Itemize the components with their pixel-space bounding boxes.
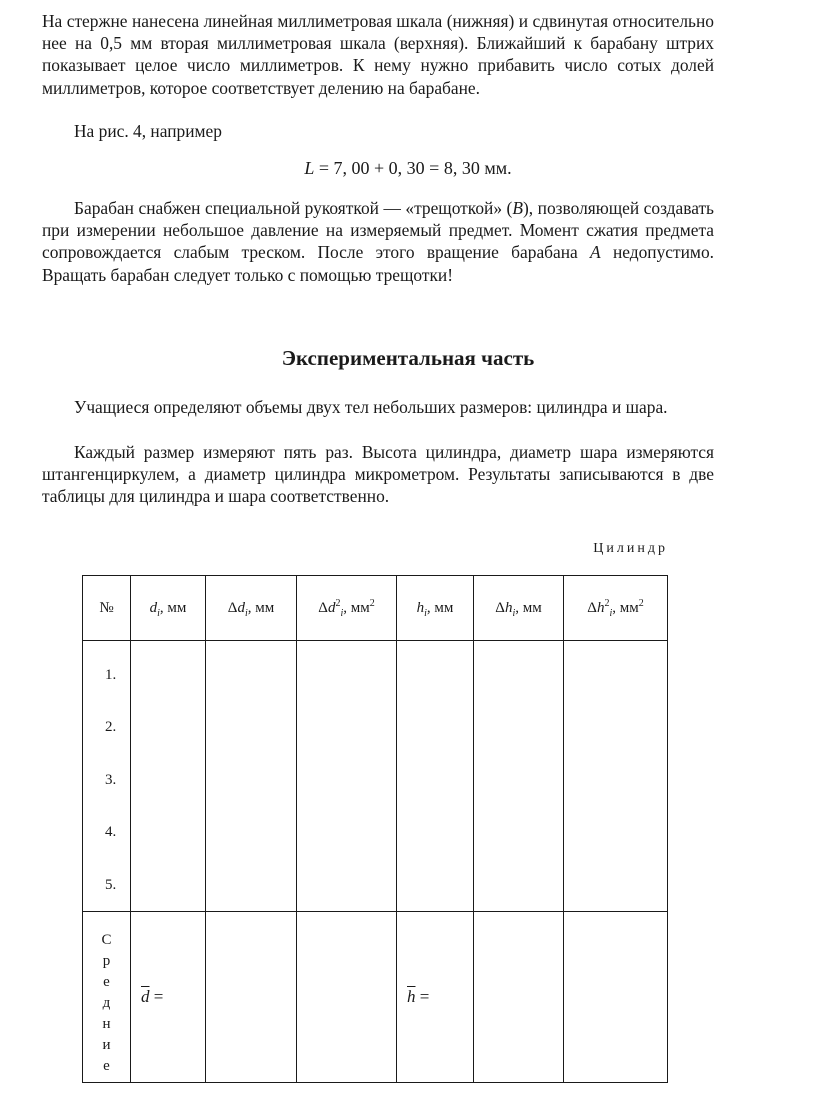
formula-expression: = 7, 00 + 0, 30 = 8, 30 bbox=[314, 158, 480, 178]
var-a: A bbox=[590, 242, 601, 263]
table-average-row bbox=[83, 911, 668, 1082]
average-delta-h-cell bbox=[474, 911, 564, 1082]
table-header-row bbox=[83, 576, 668, 641]
header-delta-h-squared: $\Delta h^2_i$, $мм^2$ bbox=[564, 576, 668, 641]
average-delta-d-squared-cell bbox=[297, 911, 397, 1082]
cell-delta-d-squared-values bbox=[297, 641, 397, 912]
formula-variable: L bbox=[304, 158, 315, 178]
average-d-cell: $\overline{d}$ = bbox=[131, 911, 206, 1082]
var-b: B bbox=[512, 198, 523, 218]
header-delta-d-squared: $\Delta d^2_i$, $мм^2$ bbox=[297, 576, 397, 641]
cell-h-values bbox=[397, 641, 474, 912]
paragraph-micrometer-scale: На стержне нанесена линейная миллиметровая шкала (нижняя) и сдвинутая относительно нее на 0,5 мм вторая миллиметровая шкала (верхняя). Ближайший к барабану штрих показывает целое число миллиметров. К нему нужно прибавить число сотых долей миллиметров, которое соответствует делению на барабане. bbox=[42, 11, 714, 98]
ratchet-text-3: недопустимо. Вращать барабан следует только с помощью трещотки! bbox=[42, 242, 714, 285]
average-label: С р е д н и е bbox=[101, 931, 112, 1074]
average-label-cell bbox=[83, 911, 131, 1082]
formula-unit: мм. bbox=[479, 158, 512, 178]
cell-delta-d-values bbox=[206, 641, 297, 912]
row-number: 5. bbox=[105, 876, 117, 893]
average-h-cell: $\overline{h}$ = bbox=[397, 911, 474, 1082]
row-number: 3. bbox=[105, 771, 117, 788]
average-delta-d-cell bbox=[206, 911, 297, 1082]
cell-delta-h-values bbox=[474, 641, 564, 912]
header-delta-d: $\Delta d_i$, мм bbox=[206, 576, 297, 641]
table-caption: Цилиндр bbox=[593, 541, 668, 556]
ratchet-text-1: Барабан снабжен специальной рукояткой — «трещоткой» ( bbox=[74, 198, 513, 218]
header-d: $d_i$, мм bbox=[131, 576, 206, 641]
ratchet-text-2: ), позволяющей создавать при измерении небольшое давление на измеряемый предмет. Момент сжатия предмета сопровождается слабым треском. После этого вращение барабана bbox=[42, 198, 714, 263]
header-number: № bbox=[83, 576, 131, 641]
cell-d-values bbox=[131, 641, 206, 912]
cell-delta-h-squared-values bbox=[564, 641, 668, 912]
paragraph-example-intro: На рис. 4, например bbox=[74, 121, 222, 141]
row-number: 1. bbox=[105, 667, 117, 683]
paragraph-task: Учащиеся определяют объемы двух тел небольших размеров: цилиндра и шара. bbox=[74, 397, 668, 417]
row-number: 2. bbox=[105, 719, 117, 736]
average-delta-h-squared-cell bbox=[564, 911, 668, 1082]
formula-length bbox=[0, 158, 816, 179]
row-number: 4. bbox=[105, 824, 117, 841]
header-h: $h_i$, мм bbox=[397, 576, 474, 641]
row-numbers-cell bbox=[83, 641, 131, 912]
section-heading: Экспериментальная часть bbox=[281, 346, 535, 370]
table-measurement-row bbox=[83, 641, 668, 912]
paragraph-ratchet bbox=[42, 197, 714, 286]
cylinder-table bbox=[82, 575, 668, 1083]
header-delta-h: $\Delta h_i$, мм bbox=[474, 576, 564, 641]
paragraph-measurements: Каждый размер измеряют пять раз. Высота цилиндра, диаметр шара измеряются штангенциркулем, а диаметр цилиндра микрометром. Результаты записываются в две таблицы для цилиндра и шара соответственно. bbox=[42, 442, 714, 507]
